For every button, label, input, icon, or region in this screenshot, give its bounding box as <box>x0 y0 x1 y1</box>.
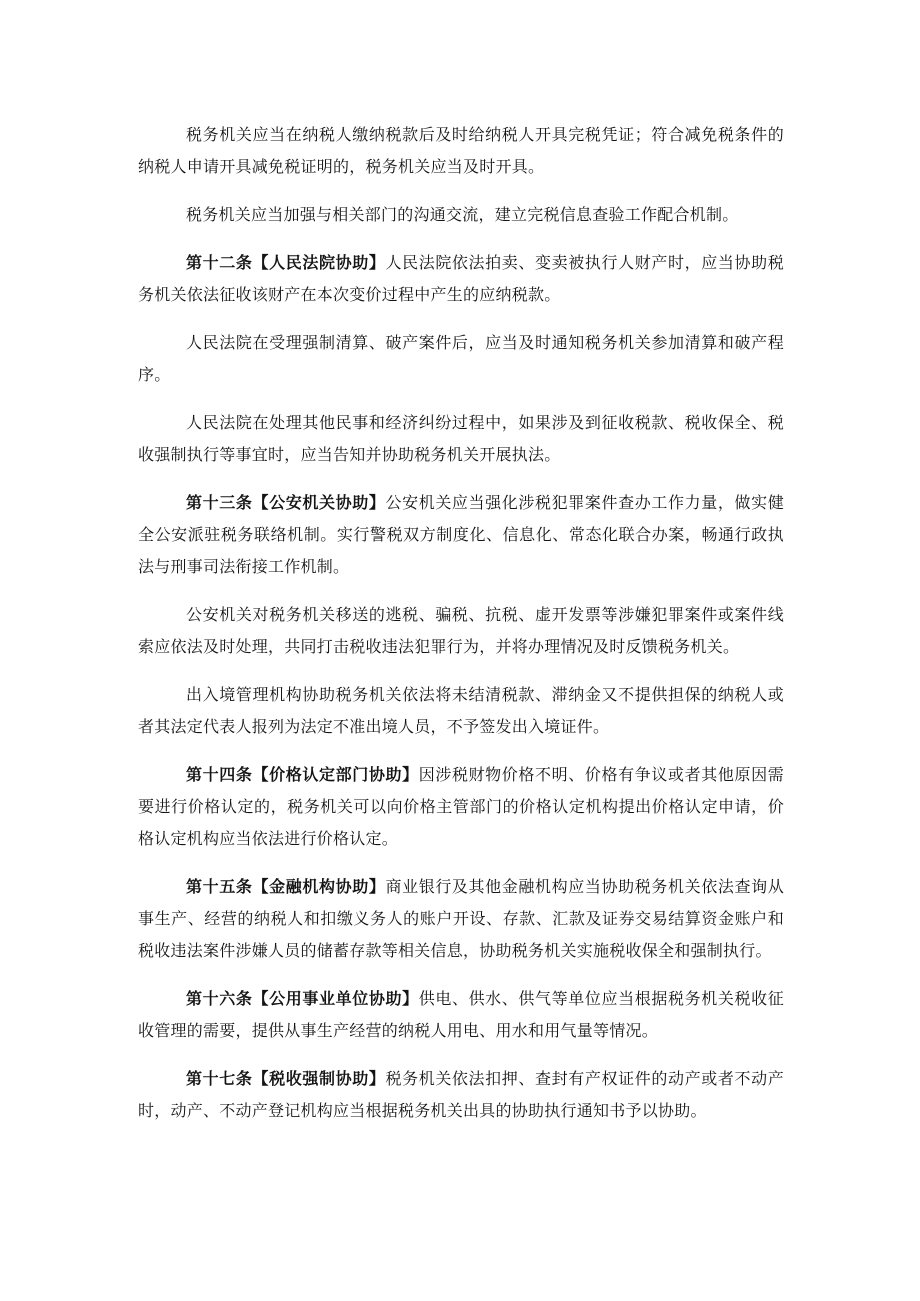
paragraph-text: 税务机关应当在纳税人缴纳税款后及时给纳税人开具完税凭证；符合减免税条件的纳税人申请开具减免税证明的，税务机关应当及时开具。 <box>138 125 784 176</box>
article-13 <box>138 487 784 583</box>
document-page <box>138 119 784 1143</box>
paragraph-text: 税务机关依法扣押、查封有产权证件的动产或者不动产时，动产、不动产登记机构应当根据税务机关出具的协助执行通知书予以协助。 <box>138 1069 784 1120</box>
paragraph-4 <box>138 327 784 391</box>
article-heading: 第十四条【价格认定部门协助】 <box>186 765 419 784</box>
article-15 <box>138 871 784 967</box>
paragraph-text: 人民法院在受理强制清算、破产案件后，应当及时通知税务机关参加清算和破产程序。 <box>138 333 784 384</box>
paragraph-text: 人民法院在处理其他民事和经济纠纷过程中，如果涉及到征收税款、税收保全、税收强制执行等事宜时，应当告知并协助税务机关开展执法。 <box>138 413 784 464</box>
paragraph-7 <box>138 599 784 663</box>
paragraph-text: 公安机关对税务机关移送的逃税、骗税、抗税、虚开发票等涉嫌犯罪案件或案件线索应依法及时处理，共同打击税收违法犯罪行为，并将办理情况及时反馈税务机关。 <box>138 605 784 656</box>
article-heading: 第十五条【金融机构协助】 <box>186 877 386 896</box>
article-16 <box>138 983 784 1047</box>
article-heading: 第十七条【税收强制协助】 <box>186 1069 386 1088</box>
paragraph-2 <box>138 199 784 231</box>
article-14 <box>138 759 784 855</box>
article-heading: 第十六条【公用事业单位协助】 <box>186 989 419 1008</box>
paragraph-text: 税务机关应当加强与相关部门的沟通交流，建立完税信息查验工作配合机制。 <box>186 205 739 224</box>
paragraph-text: 公安机关应当强化涉税犯罪案件查办工作力量，做实健全公安派驻税务联络机制。实行警税双方制度化、信息化、常态化联合办案，畅通行政执法与刑事司法衔接工作机制。 <box>138 493 784 576</box>
paragraph-1 <box>138 119 784 183</box>
article-12 <box>138 247 784 311</box>
paragraph-text: 人民法院依法拍卖、变卖被执行人财产时，应当协助税务机关依法征收该财产在本次变价过程中产生的应纳税款。 <box>138 253 784 304</box>
paragraph-5 <box>138 407 784 471</box>
article-heading: 第十二条【人民法院协助】 <box>186 253 386 272</box>
article-heading: 第十三条【公安机关协助】 <box>186 493 386 512</box>
paragraph-text: 出入境管理机构协助税务机关依法将未结清税款、滞纳金又不提供担保的纳税人或者其法定代表人报列为法定不准出境人员，不予签发出入境证件。 <box>138 685 784 736</box>
paragraph-8 <box>138 679 784 743</box>
article-17 <box>138 1063 784 1127</box>
paragraph-text: 供电、供水、供气等单位应当根据税务机关税收征收管理的需要，提供从事生产经营的纳税人用电、用水和用气量等情况。 <box>138 989 784 1040</box>
paragraph-text: 因涉税财物价格不明、价格有争议或者其他原因需要进行价格认定的，税务机关可以向价格主管部门的价格认定机构提出价格认定申请，价格认定机构应当依法进行价格认定。 <box>138 765 784 848</box>
paragraph-text: 商业银行及其他金融机构应当协助税务机关依法查询从事生产、经营的纳税人和扣缴义务人的账户开设、存款、汇款及证券交易结算资金账户和税收违法案件涉嫌人员的储蓄存款等相关信息，协助税务机关实施税收保全和强制执行。 <box>138 877 784 960</box>
